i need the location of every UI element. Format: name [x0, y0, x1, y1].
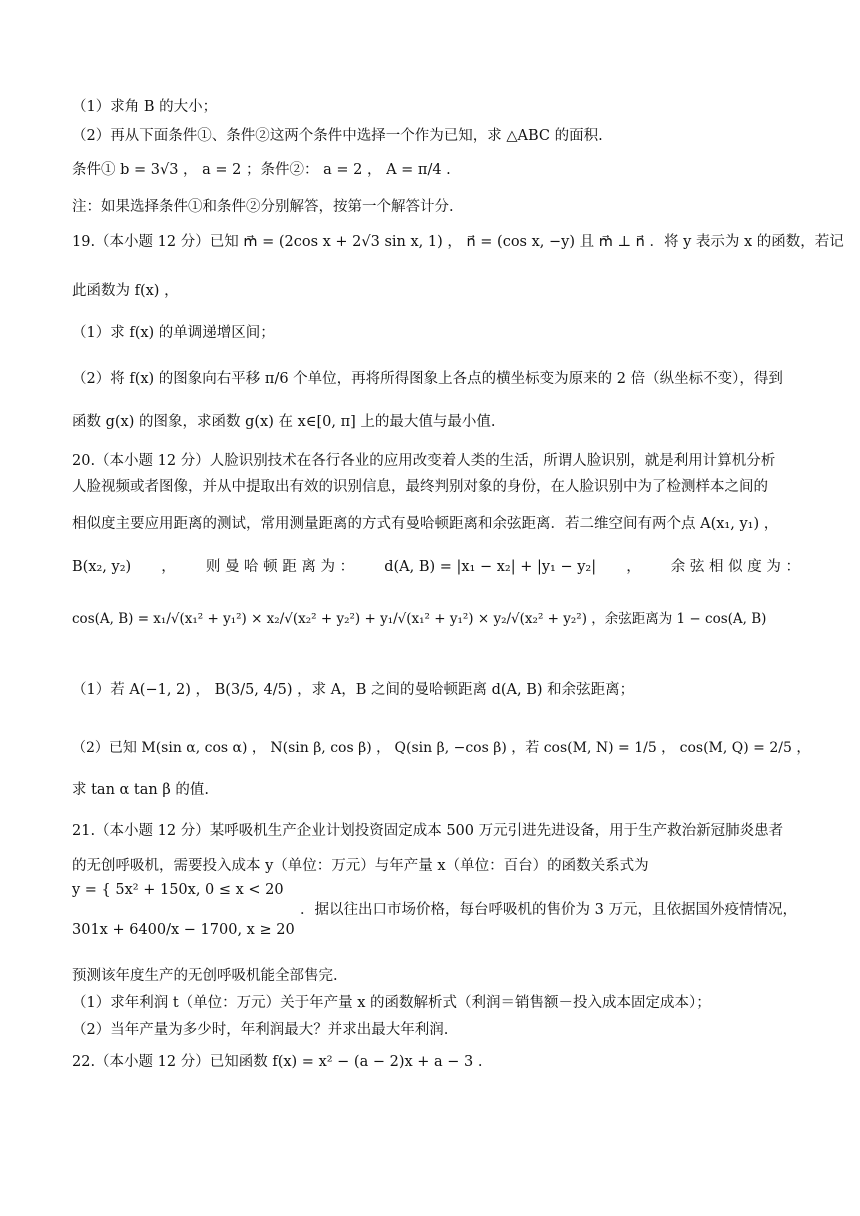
q19-stem-cont: 此函数为 f(x) ，	[72, 283, 179, 299]
manhattan-label: 则 曼 哈 顿 距 离 为 ：	[205, 559, 355, 575]
q21-part2: （2）当年产量为多少时，年利润最大？并求出最大年利润.	[72, 1022, 449, 1038]
comma: ，	[626, 559, 641, 575]
q20-stem-line3: 相似度主要应用距离的测试，常用测量距离的方式有曼哈顿距离和余弦距离．若二维空间有两个点 A(x₁, y₁) ，	[72, 516, 779, 532]
q18-conditions: 条件① b = 3√3 ， a = 2 ；条件②： a = 2 ， A = π/4 .	[72, 162, 451, 178]
point-b: B(x₂, y₂)	[72, 559, 132, 575]
q19-part2-cont: 函数 g(x) 的图象，求函数 g(x) 在 x∈[0, π] 上的最大值与最小值.	[72, 414, 496, 430]
q21-stem-line3: ．据以往出口市场价格，每台呼吸机的售价为 3 万元，且依据国外疫情情况，	[300, 902, 797, 918]
q21-stem-line1: 21.（本小题 12 分）某呼吸机生产企业计划投资固定成本 500 万元引进先进设备，用于生产救治新冠肺炎患者	[72, 823, 784, 839]
q20-part1: （1）若 A(−1, 2) ， B(3/5, 4/5) ，求 A，B 之间的曼哈顿距离 d(A, B) 和余弦距离；	[72, 682, 635, 698]
q21-stem-line2: 的无创呼吸机，需要投入成本 y（单位：万元）与年产量 x（单位：百台）的函数关系式为	[72, 858, 649, 874]
q18-note: 注：如果选择条件①和条件②分别解答，按第一个解答计分.	[72, 199, 454, 215]
q20-stem-line2: 人脸视频或者图像，并从中提取出有效的识别信息，最终判别对象的身份，在人脸识别中为了检测样本之间的	[72, 479, 768, 495]
cosine-formula: cos(A, B) = x₁/√(x₁² + y₁²) × x₂/√(x₂² + y₂²) + y₁/√(x₁² + y₁²) × y₂/√(x₂² + y₂²) ，余弦距离为 1 − cos(A, B)	[72, 611, 767, 627]
q21-part1: （1）求年利润 t（单位：万元）关于年产量 x 的函数解析式（利润＝销售额－投入成本固定成本）；	[72, 995, 711, 1011]
comma: ，	[161, 559, 176, 575]
q22-stem: 22.（本小题 12 分）已知函数 f(x) = x² − (a − 2)x + a − 3 .	[72, 1054, 483, 1070]
manhattan-formula: d(A, B) = |x₁ − x₂| + |y₁ − y₂|	[384, 559, 597, 575]
q20-part2-cont: 求 tan α tan β 的值.	[72, 782, 209, 798]
q21-stem-line4: 预测该年度生产的无创呼吸机能全部售完.	[72, 968, 338, 984]
q18-part2: （2）再从下面条件①、条件②这两个条件中选择一个作为已知，求 △ABC 的面积.	[72, 128, 603, 144]
q18-part1: （1）求角 B 的大小；	[72, 99, 218, 115]
q19-part2: （2）将 f(x) 的图象向右平移 π/6 个单位，再将所得图象上各点的横坐标变为原来的 2 倍（纵坐标不变），得到	[72, 371, 783, 387]
q21-piecewise-2: 301x + 6400/x − 1700, x ≥ 20	[72, 922, 295, 938]
q20-stem-line4	[72, 557, 800, 577]
q19-stem: 19.（本小题 12 分）已知 m⃗ = (2cos x + 2√3 sin x, 1) ， n⃗ = (cos x, −y) 且 m⃗ ⊥ n⃗ ．将 y 表示为 x 的函数，若记	[72, 234, 844, 250]
q21-piecewise-1: y = { 5x² + 150x, 0 ≤ x < 20	[72, 882, 284, 898]
q20-part2: （2）已知 M(sin α, cos α) ， N(sin β, cos β) ， Q(sin β, −cos β) ，若 cos(M, N) = 1/5 ， cos(M, Q) = 2/5 ，	[72, 740, 811, 756]
q20-stem-line1: 20.（本小题 12 分）人脸识别技术在各行各业的应用改变着人类的生活，所谓人脸识别，就是利用计算机分析	[72, 453, 776, 469]
q19-part1: （1）求 f(x) 的单调递增区间；	[72, 325, 275, 341]
cosine-label: 余 弦 相 似 度 为 ：	[670, 559, 800, 575]
